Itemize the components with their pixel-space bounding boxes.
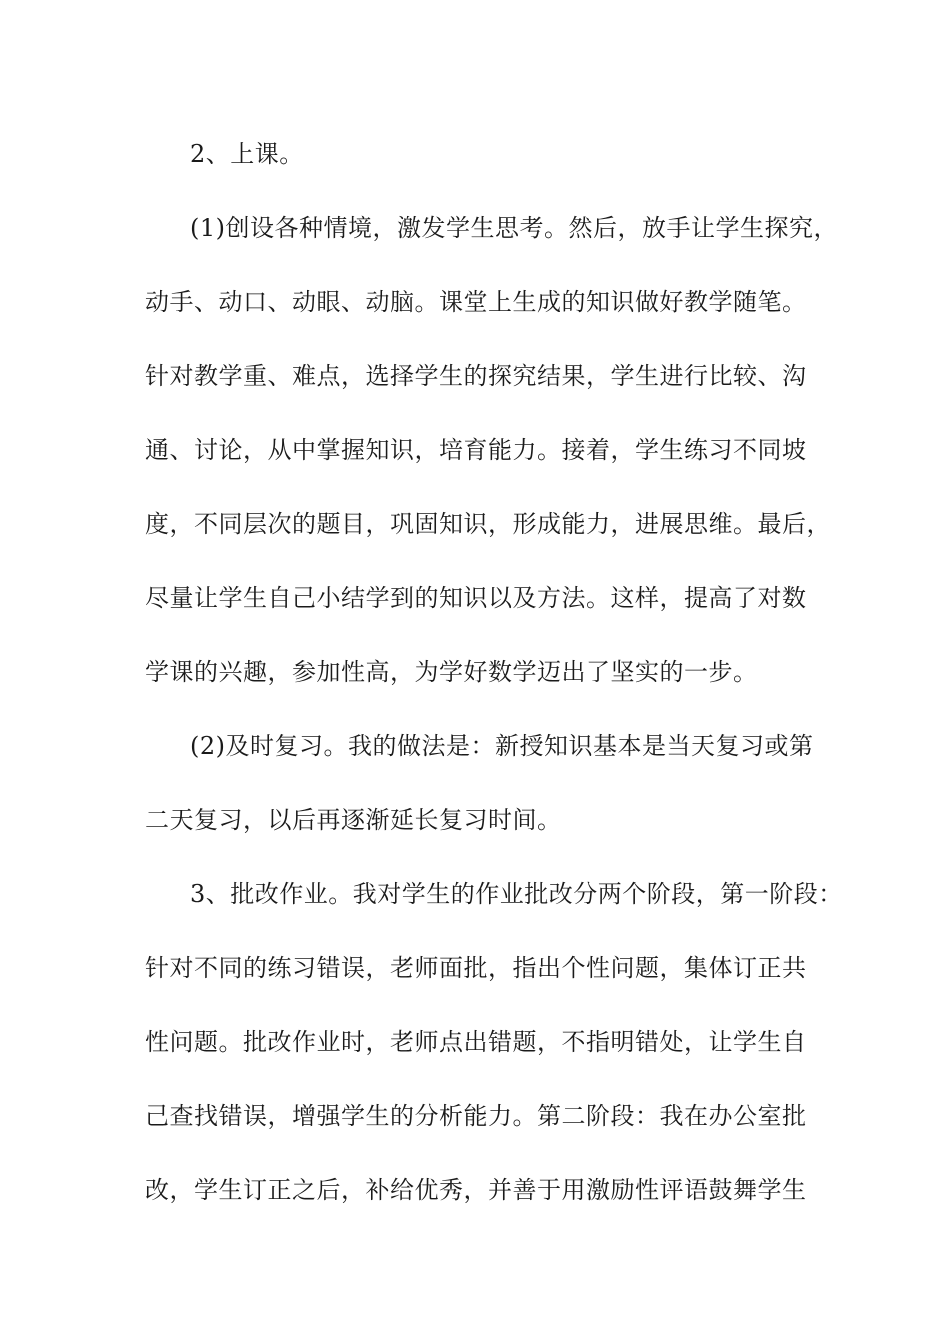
- text-line-13: 性问题。批改作业时，老师点出错题，不指明错处，让学生自: [145, 1028, 807, 1056]
- text-line-12: 针对不同的练习错误，老师面批，指出个性问题，集体订正共: [145, 954, 807, 982]
- text-line-8: 学课的兴趣，参加性高，为学好数学迈出了坚实的一步。: [145, 658, 758, 686]
- text-line-14: 己查找错误，增强学生的分析能力。第二阶段：我在办公室批: [145, 1102, 807, 1130]
- text-line-4: 针对教学重、难点，选择学生的探究结果，学生进行比较、沟: [145, 362, 807, 390]
- text-line-11: 3、批改作业。我对学生的作业批改分两个阶段，第一阶段：: [190, 880, 843, 908]
- text-line-5: 通、讨论，从中掌握知识，培育能力。接着，学生练习不同坡: [145, 436, 807, 464]
- text-line-1: 2、上课。: [190, 140, 304, 168]
- text-line-7: 尽量让学生自己小结学到的知识以及方法。这样，提高了对数: [145, 584, 807, 612]
- text-line-9: (2)及时复习。我的做法是：新授知识基本是当天复习或第: [190, 732, 814, 760]
- text-line-2: (1)创设各种情境，激发学生思考。然后，放手让学生探究，: [190, 214, 838, 242]
- text-line-6: 度，不同层次的题目，巩固知识，形成能力，进展思维。最后，: [145, 510, 831, 538]
- text-line-10: 二天复习，以后再逐渐延长复习时间。: [145, 806, 562, 834]
- text-line-15: 改，学生订正之后，补给优秀，并善于用激励性评语鼓舞学生: [145, 1176, 807, 1204]
- text-line-3: 动手、动口、动眼、动脑。课堂上生成的知识做好教学随笔。: [145, 288, 807, 316]
